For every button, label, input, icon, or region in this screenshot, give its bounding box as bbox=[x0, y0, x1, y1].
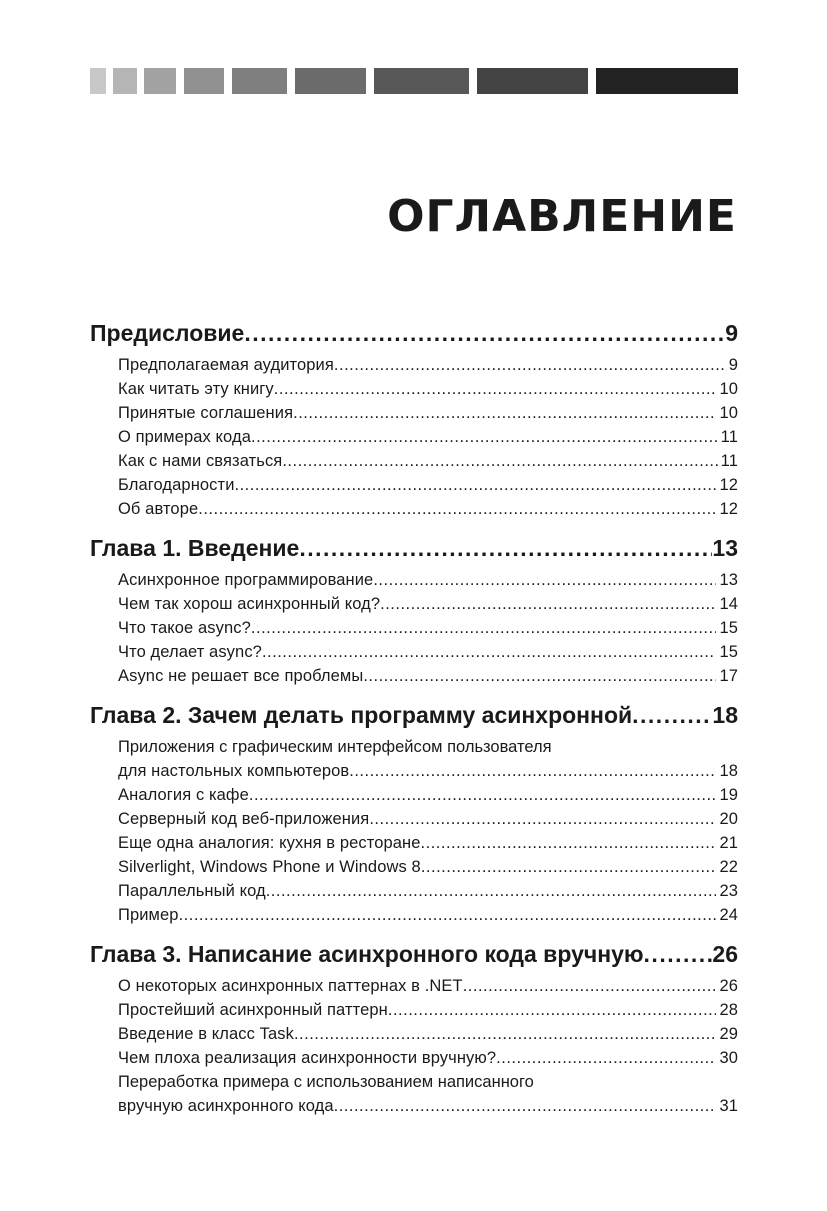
section-title: Как с нами связаться bbox=[118, 452, 283, 470]
toc-section[interactable] bbox=[118, 783, 738, 807]
toc-section[interactable] bbox=[118, 1022, 738, 1046]
toc-section[interactable] bbox=[118, 1046, 738, 1070]
section-page: 14 bbox=[719, 595, 738, 613]
toc-section[interactable] bbox=[118, 998, 738, 1022]
chapter-page: 18 bbox=[712, 702, 738, 728]
section-title: О примерах кода bbox=[118, 428, 251, 446]
dot-leader bbox=[388, 998, 717, 1022]
header-strip-block bbox=[477, 68, 588, 94]
header-strip-block bbox=[232, 68, 287, 94]
dot-leader bbox=[363, 664, 716, 688]
section-page: 12 bbox=[719, 476, 738, 494]
toc-section[interactable] bbox=[118, 879, 738, 903]
toc-section[interactable] bbox=[118, 568, 738, 592]
dot-leader bbox=[235, 473, 717, 497]
section-title: для настольных компьютеров bbox=[118, 762, 350, 780]
section-page: 23 bbox=[719, 882, 738, 900]
section-title: Как читать эту книгу bbox=[118, 380, 274, 398]
toc-section[interactable] bbox=[118, 855, 738, 879]
header-strip-block bbox=[90, 68, 106, 94]
toc-section[interactable] bbox=[118, 974, 738, 998]
dot-leader bbox=[349, 759, 716, 783]
section-title: Что такое async? bbox=[118, 619, 251, 637]
dot-leader bbox=[198, 497, 716, 521]
dot-leader bbox=[251, 425, 718, 449]
header-strip-block bbox=[113, 68, 137, 94]
toc-chapter[interactable] bbox=[90, 317, 738, 349]
dot-leader bbox=[266, 879, 717, 903]
header-strip-block bbox=[184, 68, 224, 94]
toc-section[interactable] bbox=[118, 353, 738, 377]
section-page: 15 bbox=[719, 619, 738, 637]
dot-leader bbox=[251, 616, 717, 640]
dot-leader bbox=[463, 974, 717, 998]
section-page: 15 bbox=[719, 643, 738, 661]
toc-section[interactable] bbox=[118, 807, 738, 831]
chapter-title: Предисловие bbox=[90, 320, 245, 346]
section-title: Параллельный код bbox=[118, 882, 266, 900]
toc-section[interactable] bbox=[118, 473, 738, 497]
toc-section[interactable] bbox=[118, 616, 738, 640]
section-title-line1[interactable]: Приложения с графическим интерфейсом пользователя bbox=[118, 738, 552, 756]
dot-leader bbox=[373, 568, 716, 592]
toc-section[interactable] bbox=[118, 664, 738, 688]
toc-chapter[interactable] bbox=[90, 532, 738, 564]
section-page: 20 bbox=[719, 810, 738, 828]
dot-leader bbox=[179, 903, 717, 927]
dot-leader bbox=[369, 807, 716, 831]
section-page: 11 bbox=[720, 452, 738, 470]
table-of-contents bbox=[90, 317, 738, 1118]
chapter-title: Глава 3. Написание асинхронного кода вручную bbox=[90, 941, 644, 967]
toc-section[interactable] bbox=[118, 640, 738, 664]
section-page: 19 bbox=[719, 786, 738, 804]
toc-section[interactable] bbox=[118, 831, 738, 855]
section-title-line1[interactable]: Переработка примера с использованием написанного bbox=[118, 1073, 534, 1091]
toc-section[interactable] bbox=[118, 759, 738, 783]
section-title: Асинхронное программирование bbox=[118, 571, 374, 589]
dot-leader bbox=[644, 938, 713, 970]
dot-leader bbox=[274, 377, 717, 401]
dot-leader bbox=[244, 317, 725, 349]
section-page: 10 bbox=[719, 380, 738, 398]
chapter-page: 13 bbox=[712, 535, 738, 561]
section-page: 18 bbox=[719, 762, 738, 780]
toc-section[interactable] bbox=[118, 497, 738, 521]
section-title: Чем так хорош асинхронный код? bbox=[118, 595, 381, 613]
toc-chapter[interactable] bbox=[90, 938, 738, 970]
section-page: 10 bbox=[719, 404, 738, 422]
section-title: Благодарности bbox=[118, 476, 235, 494]
dot-leader bbox=[380, 592, 716, 616]
dot-leader bbox=[293, 401, 716, 425]
header-strip-block bbox=[374, 68, 469, 94]
toc-section[interactable] bbox=[118, 903, 738, 927]
section-page: 21 bbox=[719, 834, 738, 852]
toc-section[interactable] bbox=[118, 401, 738, 425]
dot-leader bbox=[299, 532, 712, 564]
dot-leader bbox=[334, 353, 726, 377]
section-title: Простейший асинхронный паттерн bbox=[118, 1001, 388, 1019]
section-page: 26 bbox=[719, 977, 738, 995]
section-title: Об авторе bbox=[118, 500, 199, 518]
dot-leader bbox=[421, 855, 717, 879]
chapter-title: Глава 2. Зачем делать программу асинхронной bbox=[90, 702, 633, 728]
header-strip-block bbox=[144, 68, 176, 94]
dot-leader bbox=[334, 1094, 717, 1118]
toc-chapter[interactable] bbox=[90, 699, 738, 731]
dot-leader bbox=[262, 640, 716, 664]
header-strip-block bbox=[596, 68, 738, 94]
dot-leader bbox=[249, 783, 717, 807]
dot-leader bbox=[282, 449, 717, 473]
dot-leader bbox=[632, 699, 712, 731]
section-title: Принятые соглашения bbox=[118, 404, 294, 422]
section-page: 29 bbox=[719, 1025, 738, 1043]
section-title: О некоторых асинхронных паттернах в .NET bbox=[118, 977, 463, 995]
section-page: 22 bbox=[719, 858, 738, 876]
dot-leader bbox=[496, 1046, 716, 1070]
section-page: 17 bbox=[719, 667, 738, 685]
section-title: Что делает async? bbox=[118, 643, 262, 661]
chapter-page: 26 bbox=[712, 941, 738, 967]
section-title: Введение в класс Task bbox=[118, 1025, 294, 1043]
toc-section[interactable] bbox=[118, 377, 738, 401]
toc-section[interactable] bbox=[118, 1094, 738, 1118]
section-title: Async не решает все проблемы bbox=[118, 667, 364, 685]
section-page: 9 bbox=[728, 356, 738, 374]
section-title: Серверный код веб-приложения bbox=[118, 810, 370, 828]
section-title: Silverlight, Windows Phone и Windows 8 bbox=[118, 858, 421, 876]
toc-section[interactable] bbox=[118, 592, 738, 616]
dot-leader bbox=[294, 1022, 716, 1046]
section-page: 31 bbox=[719, 1097, 738, 1115]
page-title: ОГЛАВЛЕНИЕ bbox=[387, 191, 737, 242]
section-page: 13 bbox=[719, 571, 738, 589]
section-page: 28 bbox=[719, 1001, 738, 1019]
section-page: 12 bbox=[719, 500, 738, 518]
section-title: вручную асинхронного кода bbox=[118, 1097, 334, 1115]
toc-section[interactable] bbox=[118, 425, 738, 449]
toc-section[interactable] bbox=[118, 449, 738, 473]
section-title: Предполагаемая аудитория bbox=[118, 356, 334, 374]
section-title: Чем плоха реализация асинхронности вручную? bbox=[118, 1049, 497, 1067]
chapter-page: 9 bbox=[725, 320, 738, 346]
section-title: Еще одна аналогия: кухня в ресторане bbox=[118, 834, 421, 852]
chapter-title: Глава 1. Введение bbox=[90, 535, 300, 561]
section-page: 24 bbox=[719, 906, 738, 924]
section-page: 11 bbox=[720, 428, 738, 446]
section-title: Пример bbox=[118, 906, 179, 924]
section-page: 30 bbox=[719, 1049, 738, 1067]
dot-leader bbox=[421, 831, 717, 855]
header-strip-block bbox=[295, 68, 366, 94]
section-title: Аналогия с кафе bbox=[118, 786, 249, 804]
